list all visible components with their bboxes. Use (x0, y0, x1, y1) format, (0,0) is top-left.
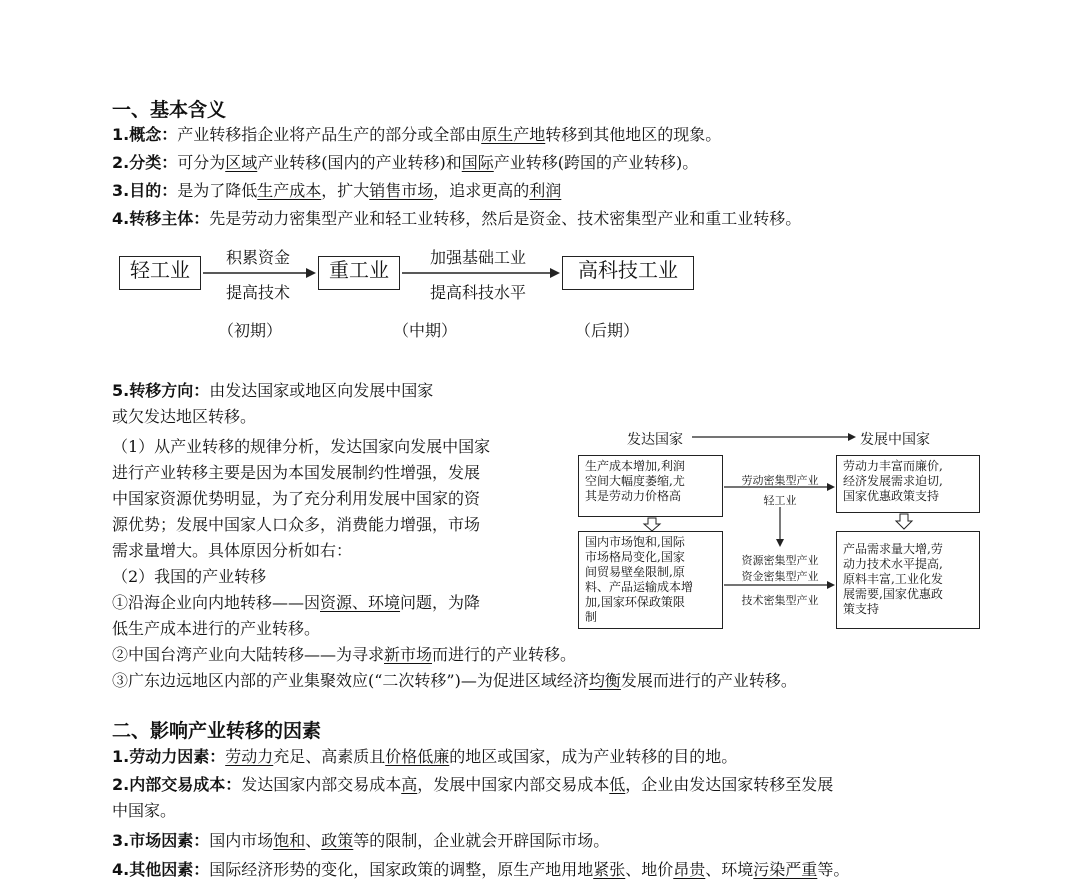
factor-text: ，企业由发达国家转移至发展 (625, 775, 834, 794)
period-early: （初期） (217, 321, 282, 340)
factor-text: 国内市场 (209, 831, 274, 850)
underlined-term: 紧张 (593, 860, 626, 879)
factor-text: 、 (305, 831, 322, 850)
factor-text: 、环境 (705, 860, 754, 879)
flow-line: 经济发展需求迫切, (843, 474, 943, 488)
factor-label: 4.其他因素： (112, 860, 210, 879)
flow-line: 动力技术水平提高, (843, 557, 943, 571)
underlined-term: 新市场 (384, 645, 433, 664)
flow-line: 料、产品运输成本增 (585, 580, 694, 594)
underlined-term: 低 (609, 775, 626, 794)
flow-mid-label-light-industry: 轻工业 (763, 494, 797, 507)
item-text: 产业转移指企业将产品生产的部分或全部由 (177, 125, 482, 144)
flow-mid-label-capital-intensive: 资金密集型产业 (741, 570, 819, 583)
section-title-basic-meaning: 一、基本含义 (112, 99, 227, 121)
flow-line: 国内市场饱和,国际 (585, 535, 685, 549)
analysis-subheading: （2）我国的产业转移 (112, 567, 267, 586)
item-label: 2.分类： (112, 153, 178, 172)
flow-line: 市场格局变化,国家 (585, 550, 685, 564)
case-text: ③广东边远地区内部的产业集聚效应(“二次转移”)—为促进区域经济 (112, 671, 589, 690)
factor-text: 国际经济形势的变化，国家政策的调整，原生产地用地 (209, 860, 594, 879)
section-title-influencing-factors: 二、影响产业转移的因素 (112, 720, 322, 742)
underlined-term: 昂贵 (673, 860, 706, 879)
item-label: 5.转移方向： (112, 381, 210, 400)
stage-box-heavy-industry: 重工业 (318, 256, 400, 290)
underlined-term: 价格低廉 (385, 747, 450, 766)
factor-label: 2.内部交易成本： (112, 775, 242, 794)
item-transfer-direction-cont: 或欠发达地区转移。 (112, 407, 257, 426)
underlined-term: 区域 (225, 153, 258, 172)
underlined-term: 污染严重 (753, 860, 818, 879)
factor-transaction-cost-cont: 中国家。 (112, 801, 177, 820)
flow-line: 劳动力丰富而廉价, (843, 459, 943, 473)
flow-line: 制 (585, 610, 598, 624)
flow-head-developed: 发达国家 (627, 432, 683, 448)
item-label: 4.转移主体： (112, 209, 210, 228)
underlined-term: 饱和 (273, 831, 306, 850)
factor-label: 3.市场因素： (112, 831, 210, 850)
factor-labor (112, 746, 737, 768)
flow-mid-label-technology-intensive: 技术密集型产业 (741, 594, 819, 607)
underlined-term: 销售市场 (369, 181, 434, 200)
flow-line: 原料丰富,工业化发 (843, 572, 943, 586)
flow-line: 展需要,国家优惠政 (843, 587, 943, 601)
underlined-term: 利润 (529, 181, 562, 200)
factor-text: 充足、高素质且 (273, 747, 386, 766)
case-text: 问题，为降 (400, 593, 481, 612)
arrow1-top-label: 积累资金 (225, 248, 290, 267)
factor-text: ，发展中国家内部交易成本 (417, 775, 610, 794)
analysis-line: 源优势；发展中国家人口众多，消费能力增强，市场 (112, 515, 481, 534)
factor-text: 等的限制，企业就会开辟国际市场。 (353, 831, 610, 850)
china-case-1-cont: 低生产成本进行的产业转移。 (112, 619, 321, 638)
underlined-term: 原生产地 (481, 125, 546, 144)
underlined-term: 资源、环境 (320, 593, 401, 612)
underlined-term: 劳动力 (225, 747, 274, 766)
case-text: ①沿海企业向内地转移——因 (112, 593, 321, 612)
flow-line: 间贸易壁垒限制,原 (585, 565, 685, 579)
flow-line: 产品需求量大增,劳 (843, 542, 943, 556)
flow-line: 空间大幅度萎缩,尤 (585, 474, 685, 488)
flow-mid-label-resource-intensive: 资源密集型产业 (741, 554, 819, 567)
factor-text: 发达国家内部交易成本 (241, 775, 402, 794)
stage-box-high-tech-industry: 高科技工业 (562, 256, 694, 290)
flow-line: 加,国家环保政策限 (585, 595, 685, 609)
factor-other (112, 859, 849, 881)
case-text: 而进行的产业转移。 (432, 645, 577, 664)
item-text: 是为了降低 (177, 181, 258, 200)
underlined-term: 高 (401, 775, 418, 794)
case-text: 发展而进行的产业转移。 (620, 671, 797, 690)
flow-line: 国家优惠政策支持 (843, 489, 940, 503)
flow-line: 生产成本增加,利润 (585, 459, 685, 473)
arrow2-bottom-label: 提高科技水平 (429, 283, 526, 302)
flow-line: 其是劳动力价格高 (585, 489, 682, 503)
item-text: 转移到其他地区的现象。 (545, 125, 722, 144)
item-label: 1.概念： (112, 125, 178, 144)
arrow2-top-label: 加强基础工业 (429, 248, 526, 267)
arrow1-bottom-label: 提高技术 (225, 283, 290, 302)
flow-head-developing: 发展中国家 (860, 432, 930, 448)
underlined-term: 国际 (461, 153, 494, 172)
item-text: 产业转移(国内的产业转移)和 (257, 153, 462, 172)
item-text: ，扩大 (321, 181, 370, 200)
item-text: 产业转移(跨国的产业转移)。 (493, 153, 699, 172)
analysis-line: 中国家资源优势明显，为了充分利用发展中国家的资 (112, 489, 481, 508)
period-late: （后期） (574, 321, 639, 340)
stage-box-light-industry: 轻工业 (119, 256, 201, 290)
analysis-line: 进行产业转移主要是因为本国发展制约性增强，发展 (112, 463, 481, 482)
item-text: 先是劳动力密集型产业和轻工业转移，然后是资金、技术密集型产业和重工业转移。 (209, 209, 802, 228)
item-text: 可分为 (177, 153, 226, 172)
factor-transaction-cost (112, 774, 833, 796)
underlined-term: 政策 (321, 831, 354, 850)
item-text: ，追求更高的 (433, 181, 530, 200)
analysis-line: 需求量增大。具体原因分析如右： (112, 541, 353, 560)
factor-label: 1.劳动力因素： (112, 747, 226, 766)
flow-line: 策支持 (843, 602, 880, 616)
factor-text: 、地价 (625, 860, 674, 879)
underlined-term: 均衡 (588, 671, 621, 690)
flow-mid-label-labor-intensive: 劳动密集型产业 (741, 474, 819, 487)
factor-market (112, 830, 609, 852)
period-middle: （中期） (392, 321, 457, 340)
item-label: 3.目的： (112, 181, 178, 200)
underlined-term: 生产成本 (257, 181, 322, 200)
factor-text: 的地区或国家，成为产业转移的目的地。 (449, 747, 738, 766)
factor-text: 等。 (817, 860, 850, 879)
item-text: 由发达国家或地区向发展中国家 (209, 381, 434, 400)
case-text: ②中国台湾产业向大陆转移——为寻求 (112, 645, 385, 664)
analysis-line: （1）从产业转移的规律分析，发达国家向发展中国家 (112, 437, 491, 456)
